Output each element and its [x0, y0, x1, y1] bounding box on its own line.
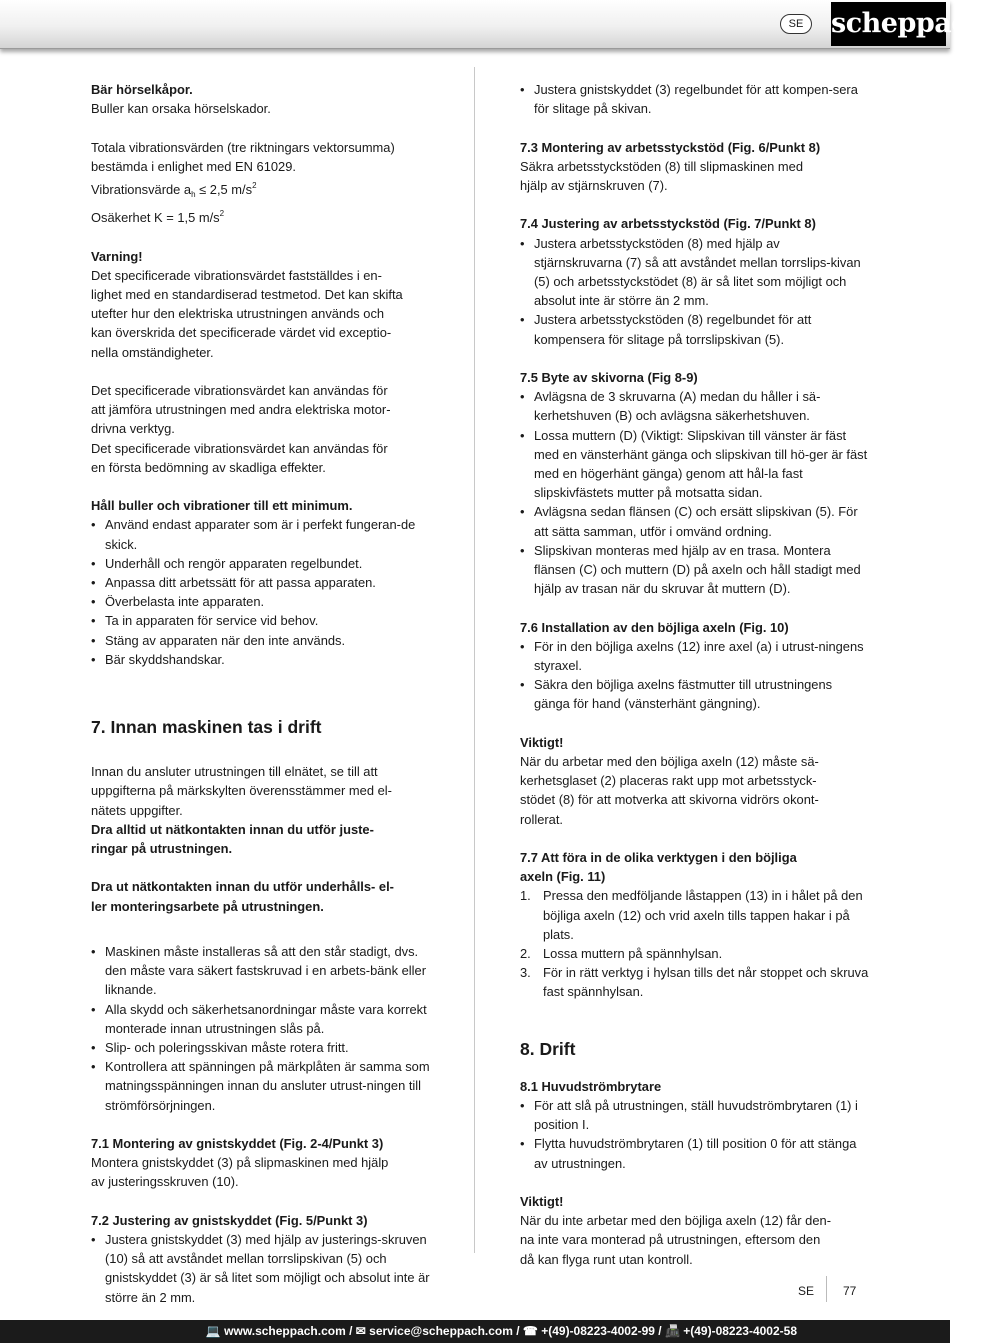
list-item: • Stäng av apparaten när den inte används. [91, 631, 441, 650]
list-item: • Underhåll och rengör apparaten regelbundet. [91, 554, 441, 573]
step-item: 3. För in rätt verktyg i hylsan tills det når stoppet och skruva fast spännhylsan. [520, 965, 869, 1000]
s7-bold-line: Dra alltid ut nätkontakten innan du utför juste- [91, 821, 374, 837]
s75-heading: 7.5 Byte av skivorna (Fig 8-9) [520, 370, 698, 385]
important-line: När du inte arbetar med den böjliga axeln (12) får den- [520, 1213, 831, 1229]
list-item: • Kontrollera att spänningen på märkplåten är samma som matningsspänningen innan du ansluter utrust-ningen till strömförsörjningen. [91, 1057, 441, 1115]
s74-heading: 7.4 Justering av arbetsstyckstöd (Fig. 7/Punkt 8) [520, 216, 816, 232]
compare-line: en första bedömning av skadliga effekter. [91, 459, 326, 475]
s81-list [520, 1096, 870, 1173]
page-header [0, 0, 986, 49]
section-7-heading: 7. Innan maskinen tas i drift [91, 717, 322, 738]
warning-line: lighet med en standardiserad testmetod. Det kan skifta [91, 287, 403, 302]
s77-heading: axeln (Fig. 11) [520, 869, 606, 885]
important-title: Viktigt! [520, 734, 564, 750]
s74-list [520, 234, 870, 349]
continued-list [520, 80, 870, 118]
s81-heading: 8.1 Huvudströmbrytare [520, 1078, 662, 1094]
important-title: Viktigt! [520, 1194, 564, 1210]
warning-title: Varning! [91, 248, 143, 264]
hearing-text: Buller kan orsaka hörselskador. [91, 101, 271, 117]
compare-line: Det specificerade vibrationsvärdet kan användas för [91, 383, 388, 398]
language-badge: SE [780, 14, 812, 34]
list-item: • Lossa muttern (D) (Viktigt: Slipskivan till vänster är fäst med en vänsterhänt gänga och slipskivan till hö-ger är fäst med en högerhänt gänga) genom att hål-la fast slipskivfästets mutter på motsatta sidan. [520, 426, 870, 503]
s7-intro-line: nätets uppgifter. [91, 802, 183, 818]
step-item: 1. Pressa den medföljande låstappen (13) in i hålet på den böjliga axeln (12) och vrid axeln tills tappen hakar i på plats. [520, 888, 863, 942]
page-language: SE [798, 1284, 815, 1298]
s7-intro-line: uppgifterna på märkskylten överensstämmer med el- [91, 783, 392, 799]
important-line: stödet (8) för att motverka att skivorna vidrörs okont- [520, 792, 819, 808]
list-item: • Slipskivan monteras med hjälp av en trasa. Montera flänsen (C) och muttern (D) på axeln och håll stadigt med hjälp av trasan när du skruvar åt muttern (D). [520, 541, 870, 599]
list-item: • För in den böjliga axelns (12) inre axel (a) i utrust-ningens styraxel. [520, 637, 870, 675]
contact-footer: 💻 www.scheppach.com / ✉ service@scheppach.com / ☎ +(49)-08223-4002-99 / 📠 +(49)-08223-4002-58 [0, 1320, 950, 1343]
s73-heading: 7.3 Montering av arbetsstyckstöd (Fig. 6/Punkt 8) [520, 139, 821, 155]
list-item: • Säkra den böjliga axelns fästmutter till utrustningens gänga för hand (vänsterhänt gängning). [520, 675, 870, 713]
step-item: 2. Lossa muttern på spännhylsan. [520, 946, 723, 962]
vibration-value: Vibrationsvärde $a_h \le 2,5$ $m/s^2$ [91, 181, 257, 199]
s77-steps [520, 886, 870, 1001]
list-item: • Använd endast apparater som är i perfekt fungeran-de skick. [91, 515, 441, 553]
s71-heading: 7.1 Montering av gnistskyddet (Fig. 2-4/Punkt 3) [91, 1136, 384, 1152]
s73-line: hjälp av stjärnskruven (7). [520, 178, 668, 193]
list-item: • Justera arbetsstyckstöden (8) regelbundet för att kompensera för slitage på torrslipskivan (5). [520, 310, 870, 348]
s77-heading: 7.7 Att föra in de olika verktygen i den böjliga [520, 850, 797, 866]
hearing-title: Bär hörselkåpor. [91, 82, 193, 97]
section-8-heading: 8. Drift [520, 1038, 576, 1059]
s73-line: Säkra arbetsstyckstöden (8) till slipmaskinen med [520, 158, 803, 174]
minimum-list [91, 515, 441, 669]
list-item: • Anpassa ditt arbetssätt för att passa apparaten. [91, 573, 441, 592]
list-item: • Ta in apparaten för service vid behov. [91, 611, 441, 630]
s7-intro-line: Innan du ansluter utrustningen till elnätet, se till att [91, 764, 378, 780]
s7-bold-line: ringar på utrustningen. [91, 841, 233, 857]
compare-line: drivna verktyg. [91, 421, 175, 437]
vibration-line-2: bestämda i enlighet med EN 61029. [91, 158, 296, 174]
list-item: • Alla skydd och säkerhetsanordningar måste vara korrekt monterade innan utrustningen slås på. [91, 1000, 441, 1038]
scheppach-logo: scheppach [831, 2, 946, 46]
vibration-line-1: Totala vibrationsvärden (tre riktningars vektorsumma) [91, 139, 395, 155]
page-number: 77 [843, 1284, 857, 1298]
s71-line: av justeringsskruven (10). [91, 1174, 239, 1190]
left-column [91, 80, 441, 1307]
s76-heading: 7.6 Installation av den böjliga axeln (Fig. 10) [520, 619, 789, 635]
warning-line: utefter hur den elektriska utrustningen används och [91, 306, 385, 322]
list-item: • Justera arbetsstyckstöden (8) med hjälp av stjärnskruvarna (7) så att avståndet mellan torrslips-kivan (5) och arbetsstyckstödet (8) är så litet som möjligt och absolut inte är större än 2 mm. [520, 234, 870, 311]
s75-list [520, 387, 870, 598]
s7-bold-line: ler monteringsarbete på utrustningen. [91, 898, 324, 914]
important-line: na inte vara monterad på utrustningen, eftersom den [520, 1232, 821, 1248]
important-line: När du arbetar med den böjliga axeln (12) måste sä- [520, 754, 819, 770]
list-item: • Justera gnistskyddet (3) med hjälp av justerings-skruven (10) så att avståndet mellan torrslipskivan (5) och gnistskyddet (3) är så litet som möjligt och absolut inte är större än 2 mm. [91, 1230, 441, 1307]
important-line: då kan flyga runt utan kontroll. [520, 1251, 693, 1267]
column-divider [474, 67, 475, 1253]
uncertainty-value: Osäkerhet K = 1,5 $m/s^2$ [91, 209, 225, 226]
warning-line: Det specificerade vibrationsvärdet fastställdes i en- [91, 267, 382, 283]
important-line: rollerat. [520, 811, 563, 827]
list-item: • Avlägsna sedan flänsen (C) och ersätt slipskivan (5). För att sätta samman, utför i omvänd ordning. [520, 502, 870, 540]
list-item: • Överbelasta inte apparaten. [91, 592, 441, 611]
s72-heading: 7.2 Justering av gnistskyddet (Fig. 5/Punkt 3) [91, 1212, 368, 1228]
s7-bold-line: Dra ut nätkontakten innan du utför underhålls- el- [91, 879, 394, 895]
list-item: • För att slå på utrustningen, ställ huvudströmbrytaren (1) i position I. [520, 1096, 870, 1134]
list-item: • Justera gnistskyddet (3) regelbundet för att kompen-sera för slitage på skivan. [520, 80, 870, 118]
minimum-title: Håll buller och vibrationer till ett minimum. [91, 498, 353, 514]
warning-line: nella omständigheter. [91, 344, 214, 360]
list-item: • Avlägsna de 3 skruvarna (A) medan du håller i sä-kerhetshuven (B) och avlägsna säkerhetshuven. [520, 387, 870, 425]
list-item: • Bär skyddshandskar. [91, 650, 441, 669]
list-item: • Flytta huvudströmbrytaren (1) till position 0 för att stänga av utrustningen. [520, 1134, 870, 1172]
list-item: • Maskinen måste installeras så att den står stadigt, dvs. den måste vara säkert fastskruvad i en arbets-bänk eller liknande. [91, 942, 441, 1000]
s7-list [91, 942, 441, 1115]
s72-list [91, 1230, 441, 1307]
page-number-divider [826, 1276, 827, 1302]
compare-line: att jämföra utrustningen med andra elektriska motor- [91, 402, 391, 418]
right-column [520, 80, 870, 1269]
list-item: • Slip- och poleringsskivan måste rotera fritt. [91, 1038, 441, 1057]
warning-line: kan överskrida det specificerade värdet vid exceptio- [91, 325, 392, 341]
s76-list [520, 637, 870, 714]
s71-line: Montera gnistskyddet (3) på slipmaskinen med hjälp [91, 1155, 389, 1171]
compare-line: Det specificerade vibrationsvärdet kan användas för [91, 440, 388, 456]
important-line: kerhetsglaset (2) placeras rakt upp mot arbetsstyck- [520, 773, 817, 789]
